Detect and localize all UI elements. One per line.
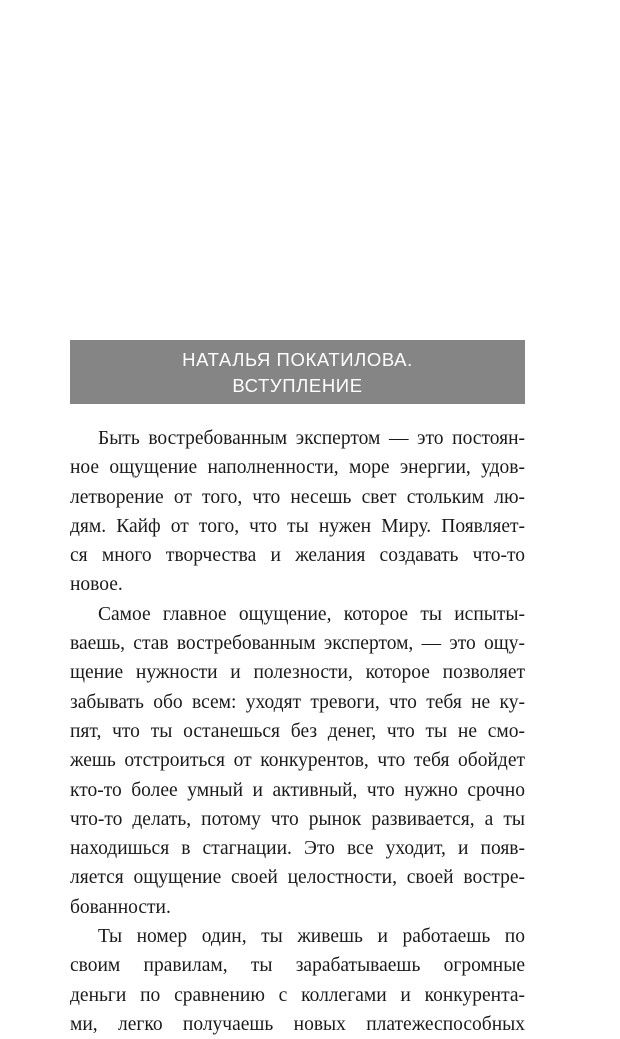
text-line: жешь отстроиться от конкурентов, что тебя обойдет	[70, 750, 525, 772]
body-text	[70, 424, 525, 1039]
paragraph-2	[70, 600, 525, 922]
text-line: Ты номер один, ты живешь и работаешь по	[98, 926, 525, 948]
text-line: своим правилам, ты зарабатываешь огромные	[70, 955, 525, 977]
text-line: бованности.	[70, 896, 171, 918]
text-line: летворение от того, что несешь свет стольким лю-	[70, 486, 525, 508]
text-line: ваешь, став востребованным экспертом, — это ощу-	[70, 633, 525, 655]
paragraph-3	[70, 922, 525, 1039]
text-line: Самое главное ощущение, которое ты испыты-	[98, 603, 525, 625]
text-line: ное ощущение наполненности, море энергии, удов-	[70, 457, 525, 479]
text-line: деньги по сравнению с коллегами и конкурента-	[70, 984, 525, 1006]
chapter-title-banner	[70, 340, 525, 404]
text-line: ляется ощущение своей целостности, своей востре-	[70, 867, 525, 889]
text-line: кто-то более умный и активный, что нужно срочно	[70, 779, 525, 801]
text-line: дям. Кайф от того, что ты нужен Миру. Появляет-	[70, 515, 525, 537]
text-line: пят, что ты останешься без денег, что ты не смо-	[70, 720, 525, 742]
text-line: находишься в стагнации. Это все уходит, и появ-	[70, 838, 525, 860]
text-line: забывать обо всем: уходят тревоги, что тебя не ку-	[70, 691, 525, 713]
text-line: Быть востребованным экспертом — это постоян-	[98, 428, 525, 449]
chapter-title-line-2: ВСТУПЛЕНИЕ	[232, 375, 363, 396]
text-line: что-то делать, потому что рынок развивается, а ты	[70, 808, 525, 830]
text-line: щение нужности и полезности, которое позволяет	[70, 662, 525, 684]
chapter-title-line-1: НАТАЛЬЯ ПОКАТИЛОВА.	[182, 349, 413, 370]
text-line: ся много творчества и желания создавать что-то	[70, 545, 525, 567]
text-line: новое.	[70, 574, 123, 596]
paragraph-1	[70, 424, 525, 600]
text-line: ми, легко получаешь новых платежеспособных	[70, 1013, 525, 1035]
